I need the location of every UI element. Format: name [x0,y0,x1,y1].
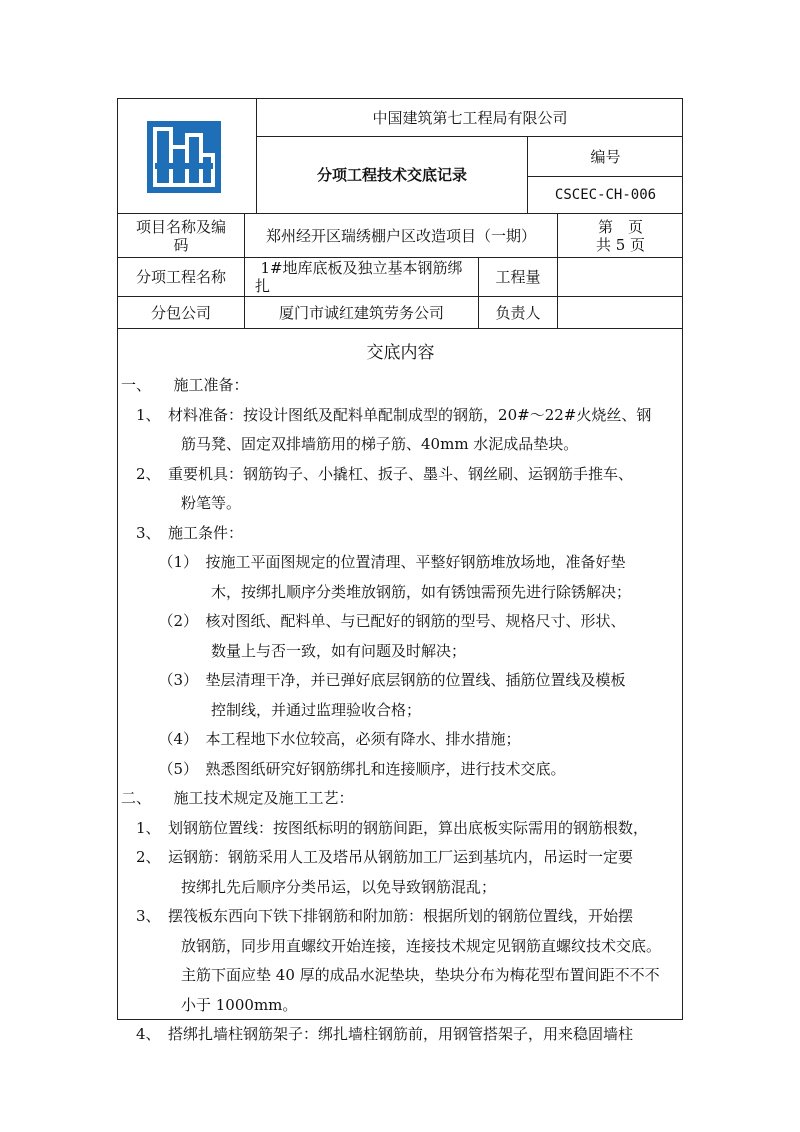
company-logo [147,121,221,193]
subproject-value-line1: 1#地库底板及独立基本钢筋绑 [260,259,463,277]
subproject-label: 分项工程名称 [135,268,226,286]
doc-title: 分项工程技术交底记录 [316,166,467,184]
content-line: （4） 本工程地下水位较高，必须有降水、排水措施； [121,730,521,748]
divider [557,257,558,328]
content-line: 2、 重要机具：钢筋钩子、小撬杠、扳子、墨斗、钢丝刷、运钢筋手推车、 [121,464,634,483]
content-line: （2） 核对图纸、配料单、与已配好的钢筋的型号、规格尺寸、形状、 [121,612,626,630]
content-line: 数量上与否一致，如有问题及时解决； [121,641,467,660]
content-title: 交底内容 [366,343,435,363]
page-number [558,214,683,257]
company-name: 中国建筑第七工程局有限公司 [372,108,568,127]
content-line: （1） 按施工平面图规定的位置清理、平整好钢筋堆放场地，准备好垫 [121,553,626,571]
project-label-line2: 码 [173,235,189,254]
responsible-label: 负责人 [495,303,541,322]
project-value: 郑州经开区瑞绣棚户区改造项目（一期） [265,226,536,245]
content-line: 木，按绑扎顺序分类堆放钢筋，如有锈蚀需预先进行除锈解决； [121,582,632,601]
content-line: 一、 施工准备： [121,376,249,394]
project-label [118,214,244,257]
divider [117,328,683,329]
subproject-value [245,258,478,296]
content-line: 2、 运钢筋：钢筋采用人工及塔吊从钢筋加工厂运到基坑内，吊运时一定要 [121,848,634,866]
content-line: 按绑扎先后顺序分类吊运，以免导致钢筋混乱； [121,877,497,896]
code-label: 编号 [590,147,621,166]
page-label: 第 页 [597,217,643,236]
code-value: CSCEC-CH-006 [554,187,657,203]
content-line: 1、 材料准备：按设计图纸及配料单配制成型的钢筋，20#～22#火烧丝、钢 [121,405,652,424]
content-line: 控制线，并通过监理验收合格； [121,700,422,719]
cscec-logo-icon [147,121,221,193]
content-line: 主筋下面应垫 40 厚的成品水泥垫块，垫块分布为梅花型布置间距不不不 [121,966,660,984]
page-total: 共 5 页 [595,235,646,254]
content-line: 小于 1000mm。 [121,995,298,1014]
content-line: 3、 施工条件： [121,523,244,542]
content-line: 3、 摆筏板东西向下铁下排钢筋和附加筋：根据所划的钢筋位置线，开始摆 [121,907,634,925]
content-line: 粉笔等。 [121,494,242,512]
content-line: （5） 熟悉图纸研究好钢筋绑扎和连接顺序，进行技术交底。 [121,759,566,778]
content-line: 放钢筋，同步用直螺纹开始连接，连接技术规定见钢筋直螺纹技术交底。 [121,936,662,955]
content-line: 1、 划钢筋位置线：按图纸标明的钢筋间距，算出底板实际需用的钢筋根数， [121,818,649,837]
project-label-line1: 项目名称及编 [135,217,226,236]
content-line: 4、 搭绑扎墙柱钢筋架子：绑扎墙柱钢筋前，用钢管搭架子，用来稳固墙柱 [121,1025,634,1043]
subcontractor-value: 厦门市诚红建筑劳务公司 [278,303,444,322]
content-line: （3） 垫层清理干净，并已弹好底层钢筋的位置线、插筋位置线及模板 [121,671,626,689]
content-line: 二、 施工技术规定及施工工艺： [121,789,354,807]
quantity-label: 工程量 [495,268,541,286]
content-line: 筋马凳、固定双排墙筋用的梯子筋、40mm 水泥成品垫块。 [121,435,579,453]
subcontractor-label: 分包公司 [150,303,211,322]
subproject-value-line2: 扎 [255,277,271,295]
